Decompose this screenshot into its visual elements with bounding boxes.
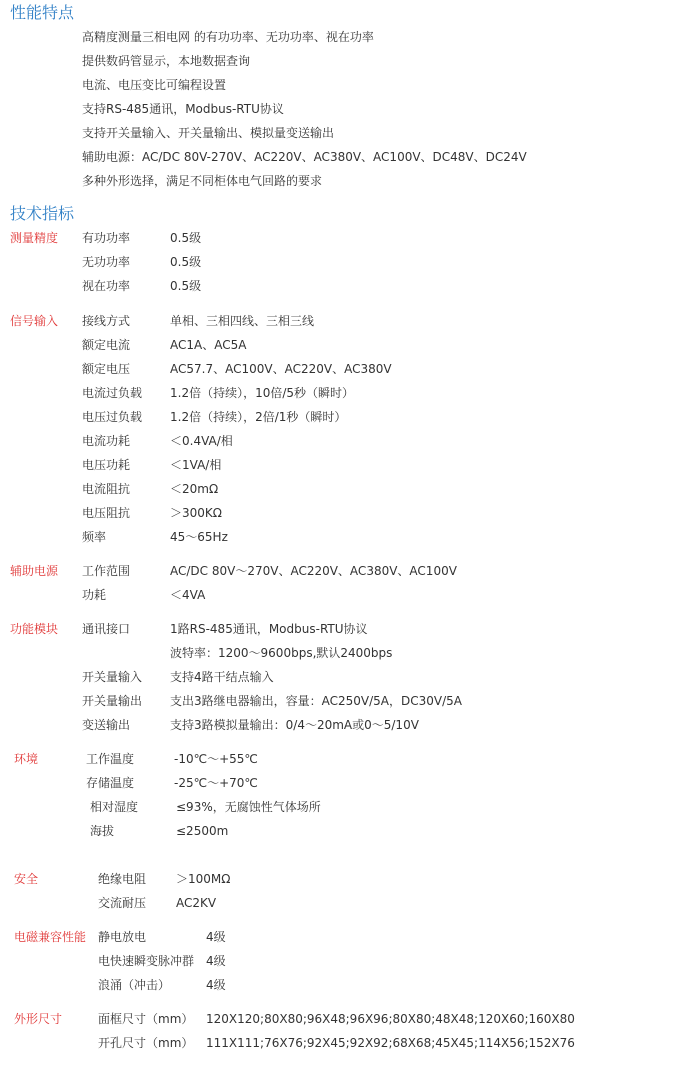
spec-label: 工作范围 [82, 564, 131, 578]
spec-label: 频率 [82, 530, 107, 544]
feature-item: 提供数码管显示，本地数据查询 [82, 54, 251, 68]
spec-label: 额定电流 [82, 338, 131, 352]
spec-label: 浪涌（冲击） [98, 978, 171, 992]
spec-label: 开孔尺寸（mm） [98, 1036, 194, 1050]
spec-value: 1路RS-485通讯，Modbus-RTU协议 [170, 622, 368, 636]
spec-label: 开关量输入 [82, 670, 143, 684]
spec-label: 电压过负载 [82, 410, 143, 424]
spec-label: 变送输出 [82, 718, 131, 732]
spec-value: 支持4路干结点输入 [170, 670, 274, 684]
spec-value: 波特率：1200～9600bps,默认2400bps [170, 646, 393, 660]
spec-value: 0.5级 [170, 279, 202, 293]
spec-value: 4级 [206, 930, 226, 944]
spec-value: -25℃～+70℃ [174, 776, 258, 790]
spec-value: 4级 [206, 978, 226, 992]
specs-title: 技术指标 [10, 204, 75, 223]
spec-label: 电压功耗 [82, 458, 131, 472]
spec-value: 111X111;76X76;92X45;92X92;68X68;45X45;114X56;152X76 [206, 1036, 575, 1050]
spec-category: 信号输入 [10, 314, 59, 328]
spec-value: 4级 [206, 954, 226, 968]
spec-value: AC2KV [176, 896, 217, 910]
spec-category: 辅助电源 [10, 564, 59, 578]
spec-label: 绝缘电阻 [98, 872, 147, 886]
features-title: 性能特点 [10, 3, 75, 22]
spec-label: 相对湿度 [90, 800, 139, 814]
spec-label: 电快速瞬变脉冲群 [98, 954, 195, 968]
spec-value: ≤93%，无腐蚀性气体场所 [176, 800, 321, 814]
spec-label: 接线方式 [82, 314, 131, 328]
spec-category: 功能模块 [10, 622, 59, 636]
spec-category: 环境 [14, 752, 39, 766]
spec-label: 通讯接口 [82, 622, 131, 636]
feature-item: 电流、电压变比可编程设置 [82, 78, 227, 92]
spec-label: 开关量输出 [82, 694, 143, 708]
spec-value: ≤2500m [176, 824, 229, 838]
feature-item: 高精度测量三相电网 的有功功率、无功功率、视在功率 [82, 30, 374, 44]
spec-value: ＜20mΩ [170, 482, 219, 496]
spec-value: 支出3路继电器输出，容量：AC250V/5A，DC30V/5A [170, 694, 462, 708]
spec-label: 静电放电 [98, 930, 147, 944]
spec-value: AC/DC 80V～270V、AC220V、AC380V、AC100V [170, 564, 457, 578]
spec-value: -10℃～+55℃ [174, 752, 258, 766]
spec-value: ＜4VA [170, 588, 206, 602]
spec-value: 支持3路模拟量输出：0/4～20mA或0～5/10V [170, 718, 419, 732]
spec-value: 0.5级 [170, 231, 202, 245]
spec-label: 海拔 [90, 824, 115, 838]
spec-label: 有功功率 [82, 231, 131, 245]
spec-value: 1.2倍（持续），10倍/5秒（瞬时） [170, 386, 355, 400]
spec-label: 电压阻抗 [82, 506, 131, 520]
spec-value: ＜1VA/相 [170, 458, 222, 472]
spec-value: 120X120;80X80;96X48;96X96;80X80;48X48;120X60;160X80 [206, 1012, 575, 1026]
spec-label: 电流功耗 [82, 434, 131, 448]
spec-value: AC1A、AC5A [170, 338, 247, 352]
spec-value: ＞300KΩ [170, 506, 222, 520]
spec-label: 面框尺寸（mm） [98, 1012, 194, 1026]
feature-item: 支持RS-485通讯，Modbus-RTU协议 [82, 102, 284, 116]
spec-value: AC57.7、AC100V、AC220V、AC380V [170, 362, 392, 376]
spec-label: 功耗 [82, 588, 107, 602]
spec-label: 视在功率 [82, 279, 131, 293]
spec-label: 额定电压 [82, 362, 131, 376]
spec-category: 安全 [14, 872, 39, 886]
feature-item: 多种外形选择，满足不同柜体电气回路的要求 [82, 174, 323, 188]
spec-label: 交流耐压 [98, 896, 147, 910]
spec-value: ＞100MΩ [176, 872, 231, 886]
spec-label: 存储温度 [86, 776, 135, 790]
spec-value: 单相、三相四线、三相三线 [170, 314, 315, 328]
spec-value: 1.2倍（持续），2倍/1秒（瞬时） [170, 410, 347, 424]
spec-label: 无功功率 [82, 255, 131, 269]
spec-category: 电磁兼容性能 [14, 930, 87, 944]
spec-label: 电流过负载 [82, 386, 143, 400]
spec-category: 测量精度 [10, 231, 59, 245]
spec-value: 45～65Hz [170, 530, 228, 544]
spec-category: 外形尺寸 [14, 1012, 63, 1026]
spec-label: 工作温度 [86, 752, 135, 766]
spec-label: 电流阻抗 [82, 482, 131, 496]
feature-item: 辅助电源：AC/DC 80V-270V、AC220V、AC380V、AC100V、DC48V、DC24V [82, 150, 527, 164]
spec-value: 0.5级 [170, 255, 202, 269]
spec-value: ＜0.4VA/相 [170, 434, 233, 448]
feature-item: 支持开关量输入、开关量输出、模拟量变送输出 [82, 126, 335, 140]
